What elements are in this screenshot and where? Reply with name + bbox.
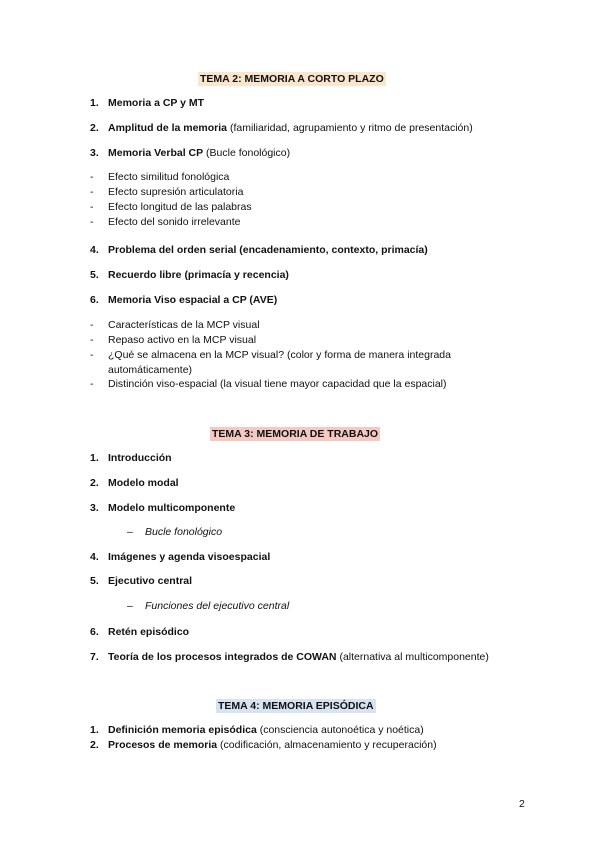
tema3-item7-rest: (alternativa al multicomponente) xyxy=(336,651,489,663)
tema3-item1 xyxy=(108,452,172,464)
tema3-item4 xyxy=(108,551,270,563)
tema4-item1 xyxy=(108,724,424,736)
bullet-dash: - xyxy=(90,186,94,198)
tema3-item5-bold: Ejecutivo central xyxy=(108,575,193,587)
tema2-item3-bold: Memoria Verbal CP xyxy=(108,147,204,159)
tema3-item2 xyxy=(108,477,179,489)
tema3-item3-bold: Modelo multicomponente xyxy=(108,502,236,514)
tema3-item6-number: 6. xyxy=(90,626,99,638)
tema3-item7-number: 7. xyxy=(90,651,99,663)
tema3-title: TEMA 3: MEMORIA DE TRABAJO xyxy=(212,428,379,440)
bullet-dash: - xyxy=(90,349,94,361)
tema4-item2-rest: (codificación, almacenamiento y recuperación) xyxy=(217,739,437,751)
tema2-item4 xyxy=(108,244,428,256)
tema3-item4-bold: Imágenes y agenda visoespacial xyxy=(108,551,271,563)
tema2-item2-bold: Amplitud de la memoria xyxy=(108,122,228,134)
tema2-sub6-item3: ¿Qué se almacena en la MCP visual? (color y forma de manera integrada xyxy=(108,349,451,361)
tema2-item5 xyxy=(108,269,289,281)
bullet-dash: - xyxy=(90,201,94,213)
tema2-item4-number: 4. xyxy=(90,244,99,256)
tema2-sub3-item3: Efecto longitud de las palabras xyxy=(108,201,252,213)
tema2-sub3-item2: Efecto supresión articulatoria xyxy=(108,186,244,198)
tema3-item1-number: 1. xyxy=(90,452,99,464)
tema3-item5 xyxy=(108,575,192,587)
tema3-item7-bold: Teoría de los procesos integrados de COWAN xyxy=(108,651,337,663)
tema2-item1-bold: Memoria a CP y MT xyxy=(108,97,205,109)
tema2-sub6-item3-cont: automáticamente) xyxy=(108,364,193,376)
tema2-item6-bold: Memoria Viso espacial a CP (AVE) xyxy=(108,294,278,306)
tema4-item1-number: 1. xyxy=(90,724,99,736)
sub-bullet-dash: – xyxy=(127,600,133,612)
tema4-item2-bold: Procesos de memoria xyxy=(108,739,218,751)
tema3-item4-number: 4. xyxy=(90,551,99,563)
tema2-item6-number: 6. xyxy=(90,294,99,306)
tema2-item5-number: 5. xyxy=(90,269,99,281)
tema3-item1-bold: Introducción xyxy=(108,452,172,464)
tema2-item2 xyxy=(108,122,473,134)
tema2-sub6-item4: Distinción viso-espacial (la visual tiene mayor capacidad que la espacial) xyxy=(108,378,447,390)
tema2-item6 xyxy=(108,294,277,306)
tema2-item3 xyxy=(108,147,290,159)
tema2-item1-number: 1. xyxy=(90,97,99,109)
tema3-sub3: Bucle fonológico xyxy=(145,526,223,538)
tema4-item1-rest: (consciencia autonoética y noética) xyxy=(256,724,424,736)
tema4-item2 xyxy=(108,739,437,751)
tema3-item2-number: 2. xyxy=(90,477,99,489)
tema2-sub6-item1: Características de la MCP visual xyxy=(108,319,260,331)
tema2-item2-rest: (familiaridad, agrupamiento y ritmo de presentación) xyxy=(227,122,473,134)
bullet-dash: - xyxy=(90,378,94,390)
bullet-dash: - xyxy=(90,171,94,183)
tema3-item2-bold: Modelo modal xyxy=(108,477,179,489)
tema2-item2-number: 2. xyxy=(90,122,99,134)
bullet-dash: - xyxy=(90,216,94,228)
tema2-item1 xyxy=(108,97,204,109)
tema2-item3-number: 3. xyxy=(90,147,99,159)
sub-bullet-dash: – xyxy=(127,526,133,538)
tema3-item6-bold: Retén episódico xyxy=(108,626,190,638)
tema2-item4-bold: Problema del orden serial (encadenamiento, contexto, primacía) xyxy=(108,244,428,256)
tema2-item5-bold: Recuerdo libre (primacía y recencia) xyxy=(108,269,289,281)
tema3-item6 xyxy=(108,626,189,638)
tema2-sub6-item2: Repaso activo en la MCP visual xyxy=(108,334,257,346)
tema2-title: TEMA 2: MEMORIA A CORTO PLAZO xyxy=(200,73,384,85)
tema2-sub3-item4: Efecto del sonido irrelevante xyxy=(108,216,241,228)
tema3-sub5: Funciones del ejecutivo central xyxy=(145,600,290,612)
tema3-item3 xyxy=(108,502,235,514)
bullet-dash: - xyxy=(90,334,94,346)
tema3-item3-number: 3. xyxy=(90,502,99,514)
tema4-title: TEMA 4: MEMORIA EPISÓDICA xyxy=(218,700,374,712)
tema3-item5-number: 5. xyxy=(90,575,99,587)
tema2-item3-rest: (Bucle fonológico) xyxy=(203,147,291,159)
tema2-sub3-item1: Efecto similitud fonológica xyxy=(108,171,230,183)
bullet-dash: - xyxy=(90,319,94,331)
tema3-item7 xyxy=(108,651,489,663)
tema4-item1-bold: Definición memoria episódica xyxy=(108,724,257,736)
tema4-item2-number: 2. xyxy=(90,739,99,751)
page-number: 2 xyxy=(519,798,525,810)
